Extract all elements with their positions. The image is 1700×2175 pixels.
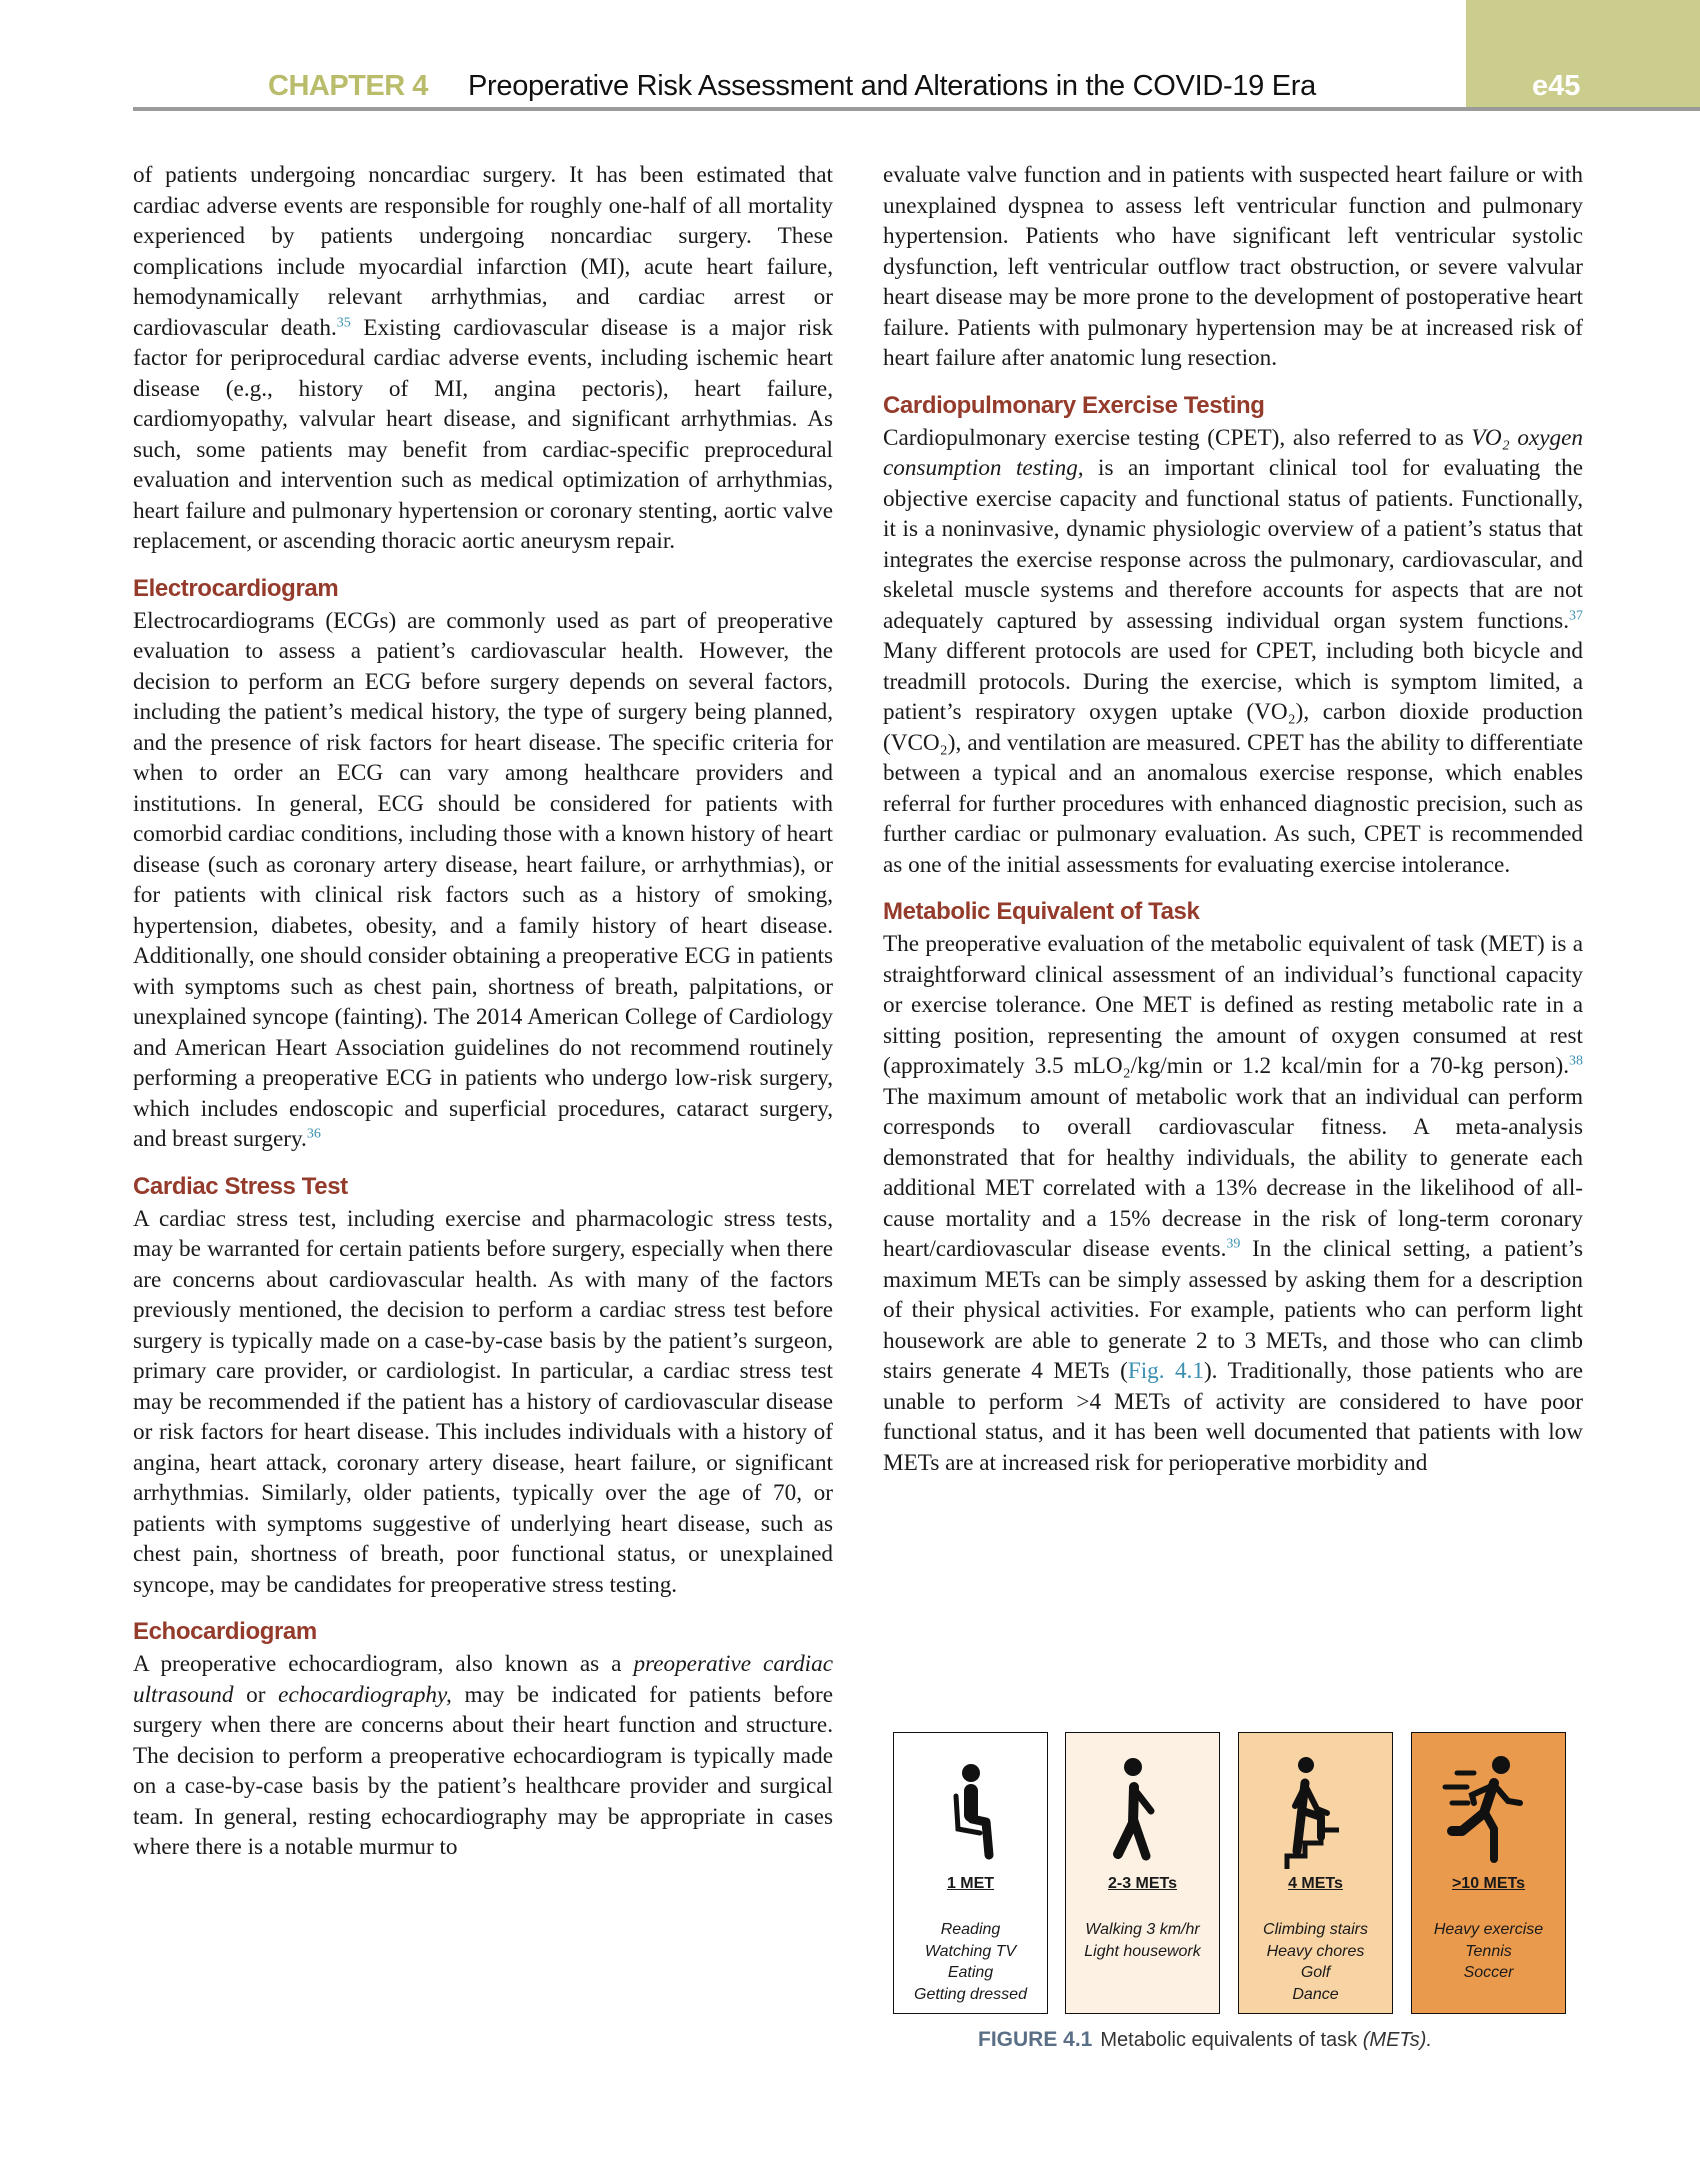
section-heading-ecg: Electrocardiogram <box>133 574 339 602</box>
met-activities: Reading Watching TV Eating Getting dressed <box>914 1921 1027 2003</box>
section-heading-cpet: Cardiopulmonary Exercise Testing <box>883 391 1265 419</box>
citation-ref[interactable]: 39 <box>1226 1236 1241 1252</box>
met-panel-2 <box>1065 1732 1220 2014</box>
figure-link[interactable]: Fig. 4.1 <box>1127 1358 1204 1384</box>
climbing-stairs-icon <box>1239 1751 1392 1876</box>
echo-paragraph: A preoperative echocardiogram, also known as a preoperative cardiac ultrasound or echocardiography, may be indicated for patients before surgery when there are concerns about their heart function and structure. The decision to perform a preoperative echocardiogram is typically made on a case-by-case basis by the patient’s healthcare provider and surgical team. In general, resting echocardiography may be appropriate in cases where there is a notable murmur to <box>133 1651 834 1860</box>
met-panel-4 <box>1411 1732 1566 2014</box>
header-rule <box>133 107 1700 111</box>
section-heading-stress-test: Cardiac Stress Test <box>133 1172 348 1200</box>
section-heading-echocardiogram: Echocardiogram <box>133 1618 317 1645</box>
echo-continued-paragraph: evaluate valve function and in patients with suspected heart failure or with unexplained dyspnea to assess left ventricular function and pulmonary hypertension. Patients who have significant left ventricular systolic dysfunction, left ventricular outflow tract obstruction, or severe valvular heart disease may be more prone to the development of postoperative heart failure. Patients with pulmonary hypertension may be at increased risk of heart failure after anatomic lung resection. <box>883 162 1583 371</box>
ecg-paragraph: Electrocardiograms (ECGs) are commonly used as part of preoperative evaluation to assess a patient’s cardiovascular health. However, the decision to perform an ECG before surgery depends on several factors, including the patient’s medical history, the type of surgery being planned, and the presence of risk factors for heart disease. The specific criteria for when to order an ECG can vary among healthcare providers and institutions. In general, ECG should be considered for patients with comorbid cardiac conditions, including those with a known history of heart disease (such as coronary artery disease, heart failure, or arrhythmias), or for patients with clinical risk factors such as a history of smoking, hypertension, diabetes, obesity, and a family history of heart disease. Additionally, one should consider obtaining a preoperative ECG in patients with symptoms such as chest pain, shortness of breath, palpitations, or unexplained syncope (fainting). The 2014 American College of Cardiology and American Heart Association guidelines do not recommend routinely performing a preoperative ECG in patients who undergo low-risk surgery, which includes endoscopic and superficial procedures, cataract surgery, and breast surgery.$^{36}$ <box>133 607 833 1152</box>
met-paragraph: The preoperative evaluation of the metabolic equivalent of task (MET) is a straightforward clinical assessment of an individual’s functional capacity or exercise tolerance. One MET is defined as resting metabolic rate in a sitting position, representing the amount of oxygen consumed at rest (approximately 3.5 mLO₂/kg/min or 1.2 kcal/min for a 70-kg person).$^{38}$ The maximum amount of metabolic work that an individual can perform corresponds to overall cardiovascular fitness. A meta-analysis demonstrated that for healthy individuals, the ability to generate each additional MET correlated with a 13% decrease in the likelihood of all-cause mortality and a 15% decrease in the risk of long-term coronary heart/cardiovascular disease events.$^{39}$ In the clinical setting, a patient’s maximum METs can be simply assessed by asking them for a description of their physical activities. For example, patients who can perform light housework are able to generate 2 to 3 METs, and those who can climb stairs generate 4 METs (Fig. 4.1). Traditionally, those patients who are unable to perform >4 METs of activity are considered to have poor functional status, and it has been well documented that patients with low METs are at increased risk for perioperative morbidity and <box>883 931 1583 1476</box>
citation-ref[interactable]: 38 <box>1569 1053 1583 1069</box>
cpet-paragraph: Cardiopulmonary exercise testing (CPET), also referred to as VO₂ oxygen consumption testing, is an important clinical tool for evaluating the objective exercise capacity and functional status of patients. Functionally, it is a noninvasive, dynamic physiologic overview of a patient’s status that integrates the exercise response across the pulmonary, cardiovascular, and skeletal muscle systems and therefore accounts for aspects that are not adequately captured by assessing individual organ system functions.$^{37}$ Many different protocols are used for CPET, including both bicycle and treadmill protocols. During the exercise, which is symptom limited, a patient’s respiratory oxygen uptake (VO₂), carbon dioxide production (VCO₂), and ventilation are measured. CPET has the ability to differentiate between a typical and an anomalous exercise response, which enables referral for further procedures with enhanced diagnostic precision, such as further cardiac or pulmonary evaluation. As such, CPET is recommended as one of the initial assessments for evaluating exercise intolerance. <box>883 424 1583 878</box>
figure-label: FIGURE 4.1 <box>978 2028 1093 2051</box>
met-level: 4 METs <box>1288 1875 1343 1892</box>
page-number-tab <box>1466 0 1700 108</box>
met-activities: Climbing stairs Heavy chores Golf Dance <box>1263 1921 1368 2003</box>
right-column <box>883 160 1583 1478</box>
citation-ref[interactable]: 36 <box>306 1126 321 1142</box>
left-column <box>133 160 833 1863</box>
intro-paragraph: of patients undergoing noncardiac surgery. It has been estimated that cardiac adverse events are responsible for roughly one-half of all mortality experienced by patients undergoing noncardiac surgery. These complications include myocardial infarction (MI), acute heart failure, hemodynamically relevant arrhythmias, and cardiac arrest or cardiovascular death.$^{35}$ Existing cardiovascular disease is a major risk factor for periprocedural cardiac adverse events, including ischemic heart disease (e.g., history of MI, angina pectoris), heart failure, cardiomyopathy, valvular heart disease, and significant arrhythmias. As such, some patients may benefit from cardiac-specific preprocedural evaluation and intervention such as medical optimization of arrhythmias, heart failure and pulmonary hypertension or coronary stenting, aortic valve replacement, or ascending thoracic aortic aneurysm repair. <box>133 162 833 554</box>
met-panel-1 <box>893 1732 1048 2014</box>
chapter-title: Preoperative Risk Assessment and Alterations in the COVID-19 Era <box>468 70 1316 102</box>
walking-person-icon <box>1066 1751 1219 1876</box>
sitting-person-icon <box>894 1751 1047 1876</box>
page-number: e45 <box>1532 70 1581 102</box>
section-heading-met: Metabolic Equivalent of Task <box>883 898 1200 925</box>
met-level: 2-3 METs <box>1107 1875 1178 1892</box>
met-activities: Walking 3 km/hr Light housework <box>1084 1921 1201 1960</box>
met-panel-3 <box>1238 1732 1393 2014</box>
figure-caption: FIGURE 4.1 Metabolic equivalents of task (METs). <box>978 2028 1433 2051</box>
citation-ref[interactable]: 37 <box>1569 607 1583 623</box>
running-person-icon <box>1412 1751 1565 1876</box>
stress-test-paragraph: A cardiac stress test, including exercise and pharmacologic stress tests, may be warranted for certain patients before surgery, especially when there are concerns about cardiovascular health. As with many of the factors previously mentioned, the decision to perform a cardiac stress test before surgery is typically made on a case-by-case basis by the patient’s surgeon, primary care provider, or cardiologist. In particular, a cardiac stress test may be recommended if the patient has a history of cardiovascular disease or risk factors for heart disease. This includes individuals with a history of angina, heart attack, coronary artery disease, heart failure, or significant arrhythmias. Similarly, older patients, typically over the age of 70, or patients with symptoms suggestive of underlying heart disease, such as chest pain, shortness of breath, poor functional status, or unexplained syncope, may be candidates for preoperative stress testing. <box>133 1205 833 1598</box>
met-level: 1 MET <box>946 1875 995 1892</box>
chapter-label: CHAPTER 4 <box>268 70 428 102</box>
citation-ref[interactable]: 35 <box>336 314 351 330</box>
met-level: >10 METs <box>1451 1875 1526 1892</box>
met-activities: Heavy exercise Tennis Soccer <box>1433 1921 1544 1981</box>
figure-met-panels <box>893 1732 1569 2015</box>
